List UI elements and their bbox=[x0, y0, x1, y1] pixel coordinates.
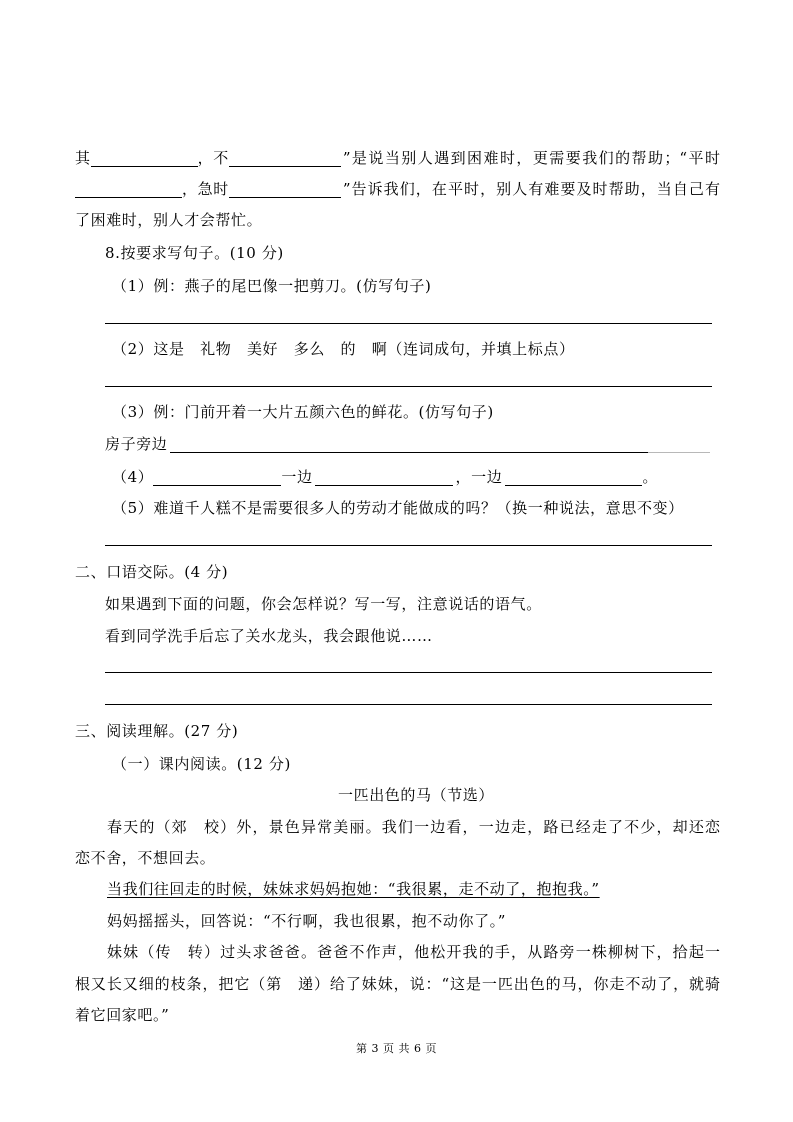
answer-line bbox=[105, 704, 712, 705]
q8-item-4-word-2: ，一边 bbox=[455, 468, 503, 486]
q8-item-3: （3）例：门前开着一大片五颜六色的鲜花。(仿写句子) bbox=[112, 403, 494, 421]
passage-line: 根又长又细的枝条，把它（第 递）给了妹妹，说：“这是一匹出色的马，你走不动了，就骑 bbox=[75, 975, 720, 993]
answer-line bbox=[105, 386, 712, 387]
passage-line: 春天的（郊 校）外，景色异常美丽。我们一边看，一边走，路已经走了不少，却还恋 bbox=[107, 818, 720, 836]
page-footer: 第 3 页 共 6 页 bbox=[356, 1042, 437, 1055]
fill-blank bbox=[75, 179, 182, 198]
section-2-title: 二、口语交际。(4 分) bbox=[75, 563, 229, 581]
q8-item-3-fill bbox=[105, 434, 712, 454]
passage-line: 妈妈摇摇头，回答说：“不行啊，我也很累，抱不动你了。” bbox=[107, 912, 507, 930]
passage-line: 着它回家吧。” bbox=[75, 1006, 170, 1024]
q8-title: 8.按要求写句子。(10 分) bbox=[105, 244, 284, 262]
carryover-prefix: 其 bbox=[75, 149, 91, 167]
answer-line bbox=[105, 545, 712, 546]
carryover-tail: ”告诉我们，在平时，别人有难要及时帮助，当自己有 bbox=[342, 180, 720, 198]
passage-line-underlined: 当我们往回走的时候，妹妹求妈妈抱她：“我很累，走不动了，抱抱我。” bbox=[107, 880, 600, 898]
fill-blank bbox=[505, 467, 642, 486]
passage-line: 妹妹（传 转）过头求爸爸。爸爸不作声，他松开我的手，从路旁一株柳树下，拾起一 bbox=[107, 943, 720, 961]
fill-blank bbox=[170, 434, 648, 453]
carryover-line-1 bbox=[75, 148, 720, 168]
carryover-line-3: 了困难时，别人才会帮忙。 bbox=[75, 211, 263, 229]
fill-blank bbox=[229, 148, 341, 167]
q8-item-1: （1）例：燕子的尾巴像一把剪刀。(仿写句子) bbox=[112, 277, 432, 295]
q8-item-4-word-1: 一边 bbox=[281, 468, 313, 486]
q8-item-4 bbox=[112, 467, 658, 487]
answer-line bbox=[105, 672, 712, 673]
section-2-instruction: 如果遇到下面的问题，你会怎样说？写一写，注意说话的语气。 bbox=[105, 595, 542, 613]
fill-blank bbox=[91, 148, 198, 167]
carryover-tail: ”是说当别人遇到困难时，更需要我们的帮助；“平时 bbox=[342, 149, 720, 167]
fill-blank bbox=[229, 179, 341, 198]
q8-item-4-end: 。 bbox=[642, 468, 658, 486]
section-3-title: 三、阅读理解。(27 分) bbox=[75, 722, 239, 740]
fill-blank-extension bbox=[648, 434, 710, 453]
passage-title: 一匹出色的马（节选） bbox=[338, 786, 495, 804]
carryover-mid: ，急时 bbox=[182, 180, 229, 198]
section-2-scenario: 看到同学洗手后忘了关水龙头，我会跟他说…… bbox=[105, 627, 433, 645]
carryover-mid: ，不 bbox=[197, 149, 229, 167]
section-3-part-1-title: （一）课内阅读。(12 分) bbox=[112, 755, 291, 773]
fill-blank bbox=[153, 467, 281, 486]
passage-line: 恋不舍，不想回去。 bbox=[75, 849, 216, 867]
fill-blank bbox=[315, 467, 453, 486]
answer-line bbox=[105, 323, 712, 324]
q8-item-2: （2）这是 礼物 美好 多么 的 啊（连词成句，并填上标点） bbox=[112, 340, 575, 358]
q8-item-4-label: （4） bbox=[112, 468, 154, 486]
carryover-line-2 bbox=[75, 179, 720, 199]
q8-item-5: （5）难道千人糕不是需要很多人的劳动才能做成的吗？（换一种说法，意思不变） bbox=[112, 499, 684, 517]
q8-item-3-prompt: 房子旁边 bbox=[105, 435, 168, 453]
